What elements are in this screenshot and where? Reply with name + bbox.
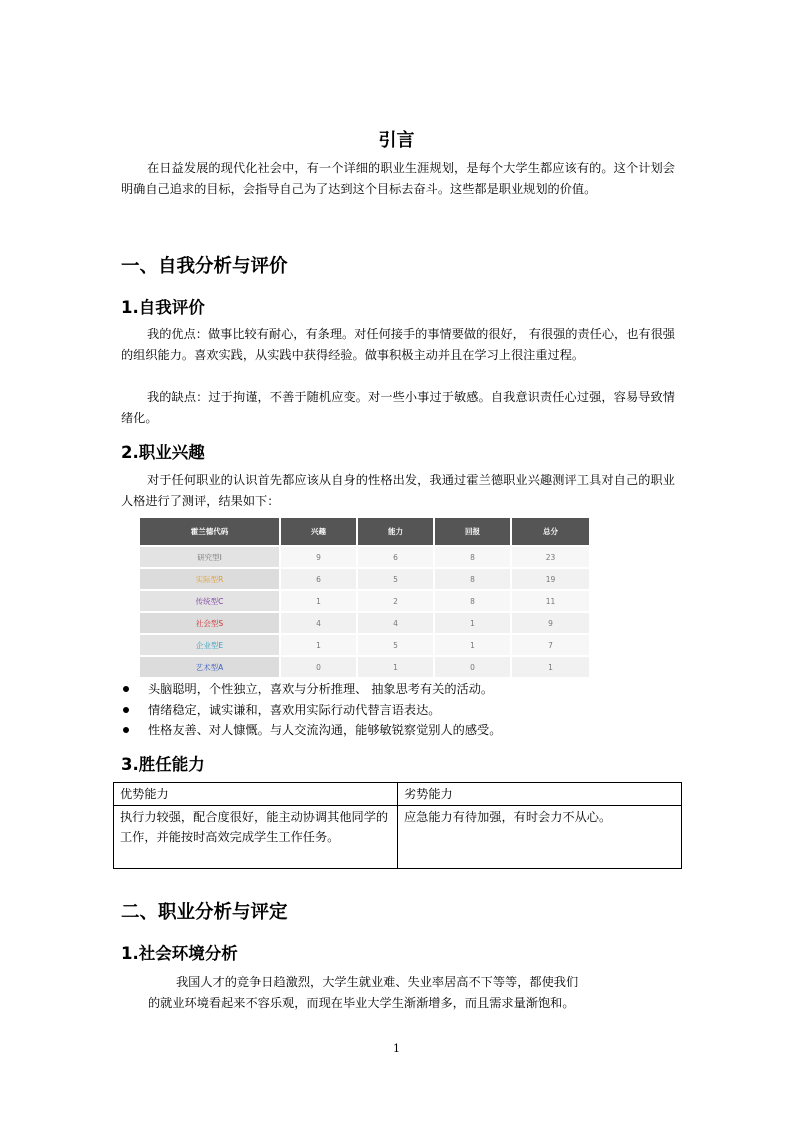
table-row (140, 568, 590, 590)
holland-value: 6 (280, 568, 357, 590)
intro-title: 引言 (378, 130, 415, 151)
holland-type: 社会型S (140, 612, 280, 634)
personality-bullet-list (121, 679, 681, 741)
holland-type: 企业型E (140, 634, 280, 656)
social-environment-line1: 我国人才的竞争日趋激烈，大学生就业难、失业率居高不下等等，都使我们 (176, 975, 579, 989)
holland-header-interest: 兴趣 (280, 518, 357, 546)
holland-type: 研究型I (140, 546, 280, 568)
table-row (140, 590, 590, 612)
weaknesses-paragraph: 我的缺点：过于拘谨，不善于随机应变。对一些小事过于敏感。自我意识责任心过强，容易导致情绪化。 (121, 390, 675, 425)
holland-header-ability: 能力 (357, 518, 434, 546)
holland-value: 1 (434, 612, 511, 634)
holland-value: 19 (511, 568, 590, 590)
self-evaluation-heading: 1.自我评价 (121, 298, 205, 317)
holland-table-header (140, 518, 590, 546)
holland-value: 5 (357, 634, 434, 656)
section1-heading: 一、自我分析与评价 (121, 256, 288, 277)
list-item: 头脑聪明，个性独立，喜欢与分析推理、 抽象思考有关的活动。 (121, 679, 681, 700)
holland-header-code: 霍兰德代码 (140, 518, 280, 546)
holland-value: 4 (357, 612, 434, 634)
holland-table (140, 518, 591, 677)
holland-value: 5 (357, 568, 434, 590)
holland-value: 1 (434, 634, 511, 656)
holland-value: 9 (280, 546, 357, 568)
competence-table-header (114, 783, 682, 806)
holland-value: 6 (357, 546, 434, 568)
holland-value: 2 (357, 590, 434, 612)
holland-value: 8 (434, 568, 511, 590)
holland-type: 传统型C (140, 590, 280, 612)
strengths-paragraph: 我的优点：做事比较有耐心，有条理。对任何接手的事情要做的很好， 有很强的责任心，也有很强的组织能力。喜欢实践，从实践中获得经验。做事积极主动并且在学习上很注重过程。 (121, 327, 675, 362)
table-row (140, 546, 590, 568)
bullet-dot-icon (123, 707, 129, 713)
advantage-cell: 执行力较强，配合度很好，能主动协调其他同学的工作，并能按时高效完成学生工作任务。 (114, 806, 398, 869)
holland-type: 艺术型A (140, 656, 280, 677)
advantage-header: 优势能力 (114, 783, 398, 806)
social-environment-line2: 的就业环境看起来不容乐观，而现在毕业大学生渐渐增多，而且需求量渐饱和。 (148, 996, 575, 1010)
table-row (140, 656, 590, 677)
competence-table (113, 782, 682, 869)
holland-value: 23 (511, 546, 590, 568)
career-interest-heading: 2.职业兴趣 (121, 443, 205, 462)
bullet-dot-icon (123, 727, 129, 733)
holland-value: 8 (434, 546, 511, 568)
holland-value: 8 (434, 590, 511, 612)
holland-value: 1 (280, 590, 357, 612)
career-interest-paragraph: 对于任何职业的认识首先都应该从自身的性格出发，我通过霍兰德职业兴趣测评工具对自己的职业人格进行了测评，结果如下： (121, 473, 675, 508)
holland-value: 1 (280, 634, 357, 656)
holland-value: 11 (511, 590, 590, 612)
holland-value: 1 (357, 656, 434, 677)
list-item: 性格友善、对人慷慨。与人交流沟通，能够敏锐察觉别人的感受。 (121, 720, 681, 741)
section2-heading: 二、职业分析与评定 (121, 902, 288, 923)
table-row (114, 806, 682, 869)
bullet-dot-icon (123, 686, 129, 692)
page-number: 1 (393, 1042, 400, 1055)
holland-header-total: 总分 (511, 518, 590, 546)
holland-value: 7 (511, 634, 590, 656)
holland-value: 1 (511, 656, 590, 677)
holland-value: 4 (280, 612, 357, 634)
intro-paragraph: 在日益发展的现代化社会中，有一个详细的职业生涯规划，是每个大学生都应该有的。这个计划会明确自己追求的目标，会指导自己为了达到这个目标去奋斗。这些都是职业规划的价值。 (121, 161, 675, 196)
table-row (140, 634, 590, 656)
holland-value: 0 (280, 656, 357, 677)
disadvantage-header: 劣势能力 (398, 783, 682, 806)
table-row (140, 612, 590, 634)
holland-value: 0 (434, 656, 511, 677)
holland-type: 实际型R (140, 568, 280, 590)
holland-value: 9 (511, 612, 590, 634)
holland-header-reward: 回报 (434, 518, 511, 546)
social-environment-heading: 1.社会环境分析 (121, 944, 238, 963)
list-item: 情绪稳定，诚实谦和，喜欢用实际行动代替言语表达。 (121, 700, 681, 721)
competence-heading: 3.胜任能力 (121, 755, 205, 774)
disadvantage-cell: 应急能力有待加强，有时会力不从心。 (398, 806, 682, 869)
